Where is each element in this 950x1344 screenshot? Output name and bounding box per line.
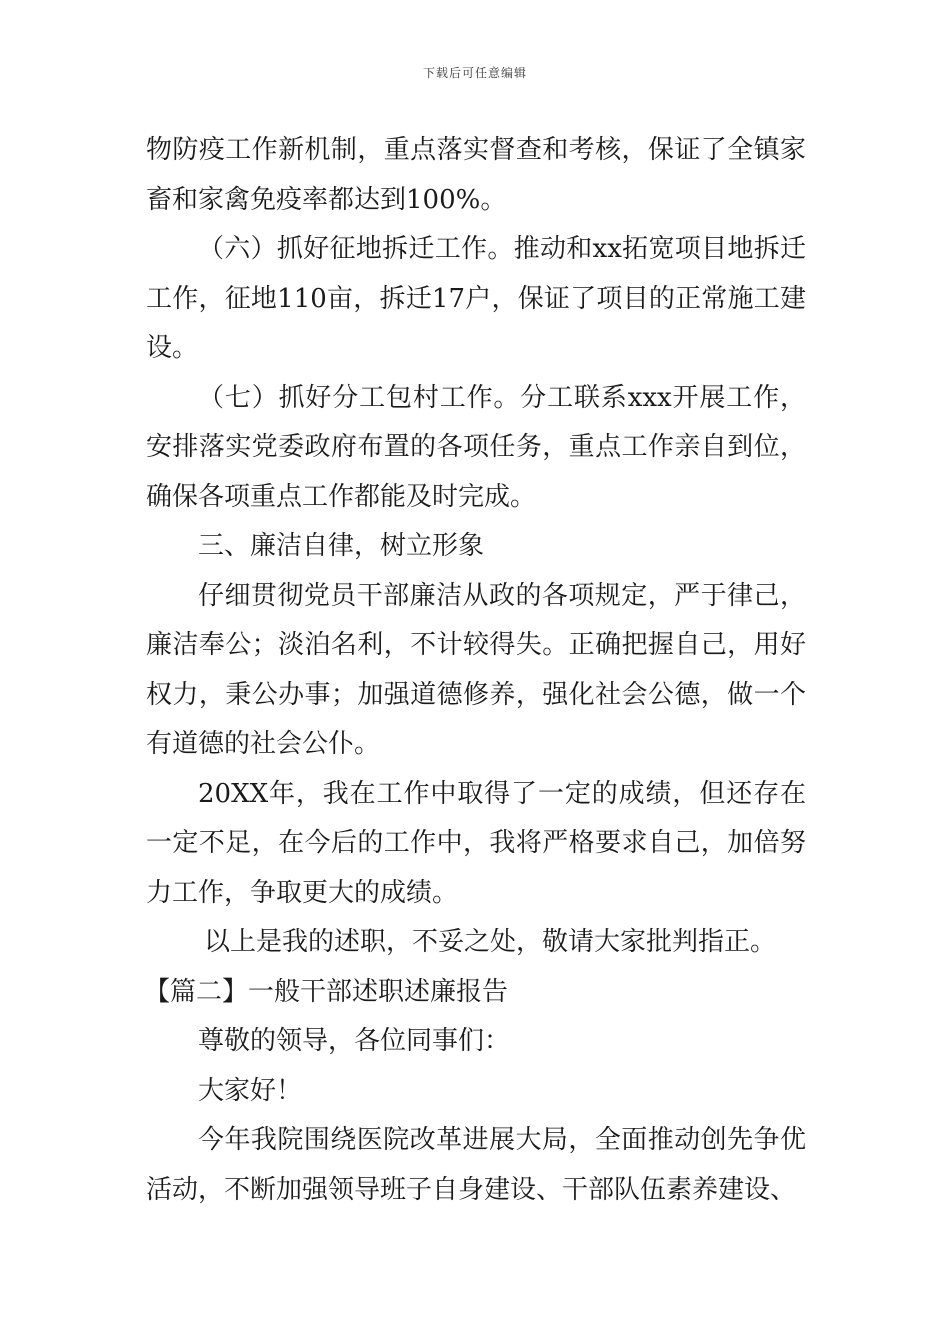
document-body bbox=[146, 126, 806, 1215]
paragraph-opening: 今年我院围绕医院改革进展大局，全面推动创先争优活动，不断加强领导班子自身建设、干部队伍素养建设、 bbox=[146, 1125, 806, 1205]
paragraph-integrity: 仔细贯彻党员干部廉洁从政的各项规定，严于律己，廉洁奉公；淡泊名利，不计较得失。正确把握自己，用好权力，秉公办事；加强道德修养，强化社会公德，做一个有道德的社会公仆。 bbox=[146, 580, 806, 759]
greeting: 大家好！ bbox=[198, 1075, 303, 1106]
page-header: 下载后可任意编辑 bbox=[422, 66, 527, 80]
article-heading: 【篇二】一般干部述职述廉报告 bbox=[144, 976, 509, 1007]
paragraph-item-six: （六）抓好征地拆迁工作。推动和xx拓宽项目地拆迁工作，征地110亩，拆迁17户，保证了项目的正常施工建设。 bbox=[146, 234, 806, 363]
paragraph-item-seven: （七）抓好分工包村工作。分工联系xxx开展工作，安排落实党委政府布置的各项任务，重点工作亲自到位，确保各项重点工作都能及时完成。 bbox=[146, 382, 806, 512]
paragraph-closing: 以上是我的述职，不妥之处，敬请大家批判指正。 bbox=[204, 927, 777, 957]
salutation: 尊敬的领导，各位同事们： bbox=[198, 1026, 511, 1056]
paragraph-continued: 物防疫工作新机制，重点落实督查和考核，保证了全镇家畜和家禽免疫率都达到100%。 bbox=[146, 135, 806, 215]
paragraph-summary: 20XX年，我在工作中取得了一定的成绩，但还存在一定不足，在今后的工作中，我将严格要求自己，加倍努力工作，争取更大的成绩。 bbox=[146, 778, 806, 908]
section-heading: 三、廉洁自律，树立形象 bbox=[198, 531, 485, 561]
